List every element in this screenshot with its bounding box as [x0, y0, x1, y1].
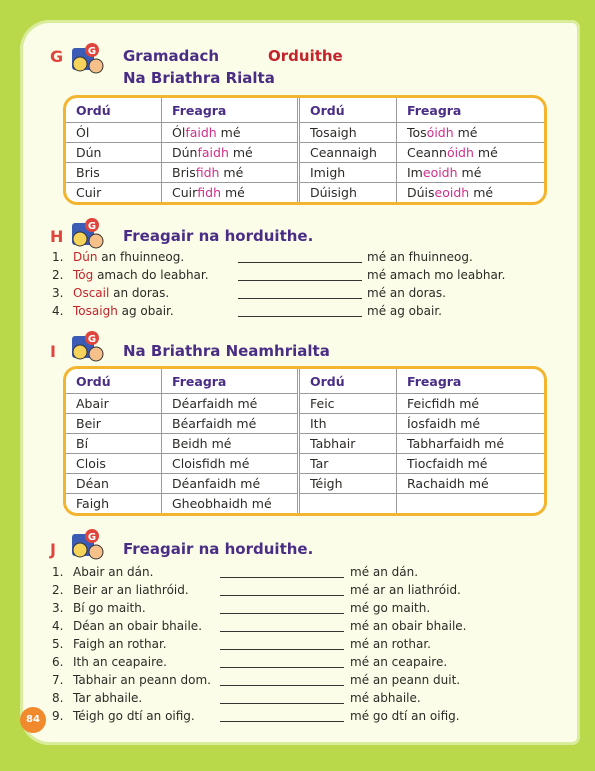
- answer-blank[interactable]: [238, 286, 362, 299]
- svg-text:G: G: [87, 334, 97, 345]
- table-cell: Brisfidh mé: [162, 163, 299, 183]
- table-cell: Dún: [66, 143, 162, 163]
- section-h-title: Freagair na horduithe.: [123, 227, 314, 245]
- table-row: [66, 183, 544, 203]
- answer-blank[interactable]: [220, 619, 344, 632]
- grammar-kids-icon: [68, 217, 108, 251]
- table-cell: Dúiseoidh mé: [407, 185, 494, 200]
- col-header: Ordú: [66, 98, 162, 123]
- table-cell: Ól: [66, 123, 162, 143]
- table-row: [66, 143, 544, 163]
- table-cell: Imigh: [299, 163, 397, 183]
- table-row: Bí Beidh mé Tabhair Tabharfaidh mé: [66, 434, 544, 454]
- answer-blank[interactable]: [220, 673, 344, 686]
- answer-blank[interactable]: [220, 583, 344, 596]
- irregular-verbs-table: [63, 366, 547, 516]
- answer-blank[interactable]: [220, 601, 344, 614]
- table-cell: Tosóidh mé: [397, 123, 545, 143]
- section-letter-h: H: [50, 227, 64, 246]
- answer-blank[interactable]: [238, 268, 362, 281]
- table-row: Clois Cloisfidh mé Tar Tiocfaidh mé: [66, 454, 544, 474]
- col-header: Freagra: [162, 98, 299, 123]
- svg-text:G: G: [87, 46, 97, 57]
- section-g-subtitle: Na Briathra Rialta: [123, 69, 275, 87]
- section-g-title: Gramadach: [123, 47, 220, 65]
- regular-verbs-table: [63, 95, 547, 205]
- answer-blank[interactable]: [220, 565, 344, 578]
- table-cell: Cuir: [66, 183, 162, 203]
- table-row: [66, 123, 544, 143]
- col-header: Freagra: [397, 369, 545, 394]
- table-row: Beir Béarfaidh mé Ith Íosfaidh mé: [66, 414, 544, 434]
- col-header: Ordú: [66, 369, 162, 394]
- svg-text:G: G: [87, 221, 97, 232]
- answer-blank[interactable]: [220, 709, 344, 722]
- answer-blank[interactable]: [220, 637, 344, 650]
- table-row: Abair Déarfaidh mé Feic Feicfidh mé: [66, 394, 544, 414]
- section-letter-j: J: [50, 540, 56, 559]
- table-cell: Bris: [66, 163, 162, 183]
- table-cell: Imeoidh mé: [397, 163, 545, 183]
- section-letter-i: I: [50, 342, 56, 361]
- table-row: Déan Déanfaidh mé Téigh Rachaidh mé: [66, 474, 544, 494]
- section-g-title-orduithe: Orduithe: [268, 47, 343, 65]
- col-header: Ordú: [299, 369, 397, 394]
- section-j-title: Freagair na horduithe.: [123, 540, 314, 558]
- page-number: 84: [20, 707, 46, 733]
- section-letter-g: G: [50, 47, 64, 66]
- grammar-kids-icon: [68, 528, 108, 562]
- col-header: Ordú: [299, 98, 397, 123]
- col-header: Freagra: [162, 369, 299, 394]
- col-header: Freagra: [397, 98, 545, 123]
- answer-blank[interactable]: [220, 655, 344, 668]
- table-cell: Dúnfaidh mé: [162, 143, 299, 163]
- section-i-title: Na Briathra Neamhrialta: [123, 342, 330, 360]
- answer-blank[interactable]: [220, 691, 344, 704]
- table-row: [66, 163, 544, 183]
- answer-blank[interactable]: [238, 304, 362, 317]
- table-cell: Cuirfidh mé: [162, 183, 299, 203]
- svg-text:G: G: [87, 532, 97, 543]
- table-cell: Ólfaidh mé: [162, 123, 299, 143]
- table-cell: Ceannóidh mé: [397, 143, 545, 163]
- table-cell: Tosaigh: [299, 123, 397, 143]
- table-cell: Dúisigh: [299, 183, 397, 203]
- table-row: Faigh Gheobhaidh mé: [66, 494, 544, 514]
- table-cell: Ceannaigh: [299, 143, 397, 163]
- grammar-kids-icon: [68, 330, 108, 364]
- grammar-kids-icon: [68, 42, 108, 76]
- answer-blank[interactable]: [238, 250, 362, 263]
